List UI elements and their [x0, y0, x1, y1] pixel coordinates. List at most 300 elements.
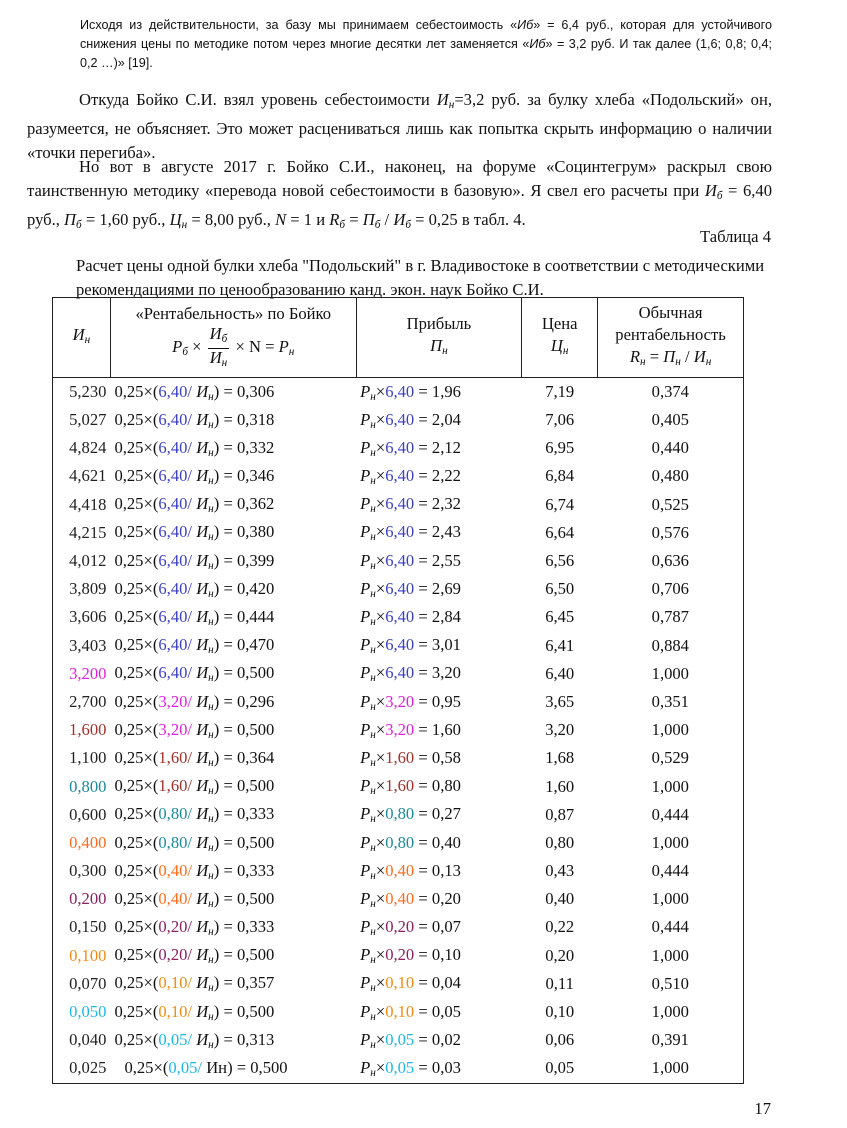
cell-text: 0,884 — [651, 635, 689, 655]
table-row — [53, 632, 744, 660]
header-profit: Прибыль $П_н$ — [356, 298, 522, 378]
cell-text: P — [360, 466, 371, 486]
cell-text: 0,25×( — [114, 578, 159, 598]
cell-text: ) — [213, 1001, 220, 1021]
cell-text: = — [219, 578, 237, 598]
cell-text: P — [360, 860, 371, 880]
cell-text: 0,25×( — [114, 719, 159, 739]
table-row — [53, 462, 744, 490]
cell-text: = — [219, 973, 237, 993]
paragraph-1: Откуда Бойко С.И. взял уровень себестоимости $И_н=3,2$ руб. за булку хлеба «Подольский» он, разумеется, не объясняет. Это может расцениваться лишь как попытка скрыть информацию о наличии «точки перегиба». — [27, 90, 772, 162]
price-cell — [522, 970, 598, 998]
cell-text: × — [375, 691, 386, 711]
cell-text: P — [360, 691, 371, 711]
cell-text: 0,040 — [69, 1030, 107, 1050]
cell-text: И — [196, 437, 209, 457]
cell-text: н — [370, 1066, 376, 1079]
cell-text: P — [360, 522, 371, 542]
cell-text: 0,636 — [651, 551, 689, 571]
boyko-rent-cell — [110, 547, 356, 575]
cell-text: P — [360, 888, 371, 908]
cell-text: 0,20 — [385, 917, 415, 937]
cell-text: 0,500 — [250, 1058, 288, 1078]
ordinary-rent-cell — [598, 1054, 744, 1083]
cell-text: P — [360, 1058, 371, 1077]
cell-text: 3,20 — [545, 720, 575, 740]
cell-text: = — [219, 409, 237, 429]
cell-text: И — [196, 945, 209, 965]
cell-text: 3,606 — [69, 607, 107, 627]
cell-text: = — [414, 1058, 432, 1077]
table-row — [53, 491, 744, 519]
ordinary-rent-cell — [598, 716, 744, 744]
cell-text: 1,000 — [651, 832, 689, 852]
cell-text: 0,25×( — [114, 409, 159, 429]
price-cell — [522, 1054, 598, 1083]
cell-text: / — [187, 578, 197, 598]
cell-text: = — [219, 888, 237, 908]
cell-text: / — [187, 409, 197, 429]
cell-text: = — [219, 522, 237, 542]
cell-text: P — [360, 550, 371, 570]
cell-text: н — [370, 644, 376, 656]
cell-text: 0,25×( — [114, 917, 159, 937]
cell-text: н — [208, 982, 214, 995]
cell-text: = — [219, 860, 237, 880]
cell-text: И — [196, 578, 209, 598]
cell-text: И — [196, 691, 209, 711]
cell-text: × — [375, 747, 386, 767]
cell-text: × — [375, 804, 386, 824]
ordinary-rent-cell — [598, 970, 744, 998]
profit-cell — [356, 632, 522, 660]
cell-text: 6,41 — [545, 635, 575, 655]
cell-text: / — [187, 1001, 197, 1021]
cell-text: 3,20 — [385, 691, 415, 711]
cost-cell — [53, 829, 111, 857]
cell-text: ) — [213, 860, 220, 880]
cell-text: 6,40 — [385, 635, 415, 655]
boyko-rent-cell — [110, 519, 356, 547]
cell-text: = — [414, 747, 432, 767]
cell-text: ) — [213, 888, 220, 908]
cost-cell — [53, 744, 111, 772]
cell-text: × — [375, 409, 386, 429]
cell-text: 1,000 — [651, 1058, 689, 1078]
cell-text: 0,20 — [431, 888, 461, 908]
cell-text: 6,45 — [545, 607, 575, 627]
cell-text: 0,04 — [431, 973, 461, 993]
ordinary-rent-cell — [598, 377, 744, 406]
cell-text: 0,25×( — [114, 804, 159, 824]
cell-text: 3,65 — [545, 691, 575, 711]
cell-text: = — [414, 973, 432, 993]
table-row — [53, 913, 744, 941]
cell-text: 6,40 — [385, 437, 415, 457]
ordinary-rent-cell — [598, 406, 744, 434]
table-row — [53, 688, 744, 716]
cell-text: × — [375, 635, 386, 655]
cell-text: И — [196, 1029, 209, 1049]
cell-text: 0,374 — [651, 381, 689, 401]
price-cell — [522, 829, 598, 857]
cell-text: 3,20 — [385, 719, 415, 739]
cost-cell — [53, 1026, 111, 1054]
cell-text: P — [360, 1001, 371, 1021]
table-row — [53, 603, 744, 631]
cell-text: 6,40 — [385, 381, 415, 401]
ordinary-rent-cell — [598, 688, 744, 716]
cell-text: 6,40 — [385, 409, 415, 429]
cell-text: И — [196, 466, 209, 486]
cost-cell — [53, 406, 111, 434]
cell-text: И — [196, 522, 209, 542]
boyko-rent-cell — [110, 772, 356, 800]
cell-text: 1,000 — [651, 1002, 689, 1022]
cell-text: 1,000 — [651, 889, 689, 909]
cell-text: 0,391 — [651, 1030, 689, 1050]
cell-text: = — [219, 635, 237, 655]
cell-text: н — [370, 982, 376, 995]
cell-text: 2,84 — [431, 607, 461, 626]
boyko-rent-cell — [110, 801, 356, 829]
quoted-passage: Исходя из действительности, за базу мы принимаем себестоимость «Иб» = 6,4 руб., которая для устойчивого снижения цены по методике потом через многие десятки лет заменяется «Иб» = 3,2 руб. И так далее (1,6; 0,8; 0,4; 0,2 …)» [19]. — [80, 18, 773, 70]
cell-text: И — [196, 494, 209, 514]
cell-text: н — [208, 925, 214, 938]
cost-cell — [53, 885, 111, 913]
cell-text: × — [375, 578, 386, 598]
cell-text: 0,40 — [545, 889, 575, 909]
boyko-rent-cell — [110, 434, 356, 462]
table-row — [53, 772, 744, 800]
cell-text: н — [208, 1038, 214, 1051]
cost-cell — [53, 688, 111, 716]
cost-cell — [53, 519, 111, 547]
cell-text: 0,25×( — [114, 550, 159, 570]
header-cost: $И_н$ — [53, 298, 111, 378]
cell-text: = — [219, 804, 237, 824]
cell-text: 0,25×( — [114, 381, 159, 401]
cell-text: 0,05 — [385, 1029, 415, 1049]
cell-text: 0,25×( — [114, 663, 159, 683]
cell-text: 0,500 — [236, 663, 275, 683]
cell-text: = — [414, 522, 432, 542]
cell-text: Ин — [206, 1058, 228, 1078]
cell-text: = — [414, 691, 432, 711]
cell-text: н — [370, 925, 376, 938]
cell-text: 0,500 — [236, 832, 275, 852]
cell-text: P — [360, 917, 371, 937]
cell-text: × — [375, 437, 386, 457]
cell-text: 1,60 — [545, 776, 575, 796]
cell-text: = — [219, 945, 237, 965]
cell-text: = — [414, 888, 432, 908]
cell-text: 4,621 — [69, 466, 107, 486]
cell-text: P — [360, 409, 371, 429]
cell-text: 6,74 — [545, 494, 575, 514]
cell-text: ) — [213, 804, 220, 824]
profit-cell — [356, 716, 522, 744]
cell-text: 0,576 — [651, 522, 689, 542]
cell-text: 0,05 — [431, 1001, 461, 1021]
cell-text: н — [208, 390, 214, 403]
price-cell — [522, 406, 598, 434]
price-cell — [522, 575, 598, 603]
cell-text: 2,04 — [431, 409, 461, 429]
cell-text: = — [219, 917, 237, 937]
boyko-rent-cell — [110, 575, 356, 603]
cell-text: 0,25×( — [114, 437, 159, 457]
cost-cell — [53, 491, 111, 519]
cell-text: = — [219, 691, 237, 711]
cell-text: = — [219, 719, 237, 739]
cell-text: 0,600 — [69, 804, 107, 824]
cell-text: н — [370, 503, 376, 516]
cell-text: P — [360, 832, 371, 852]
cell-text: 1,60 — [385, 747, 415, 767]
cell-text: 0,07 — [431, 917, 461, 937]
boyko-rent-cell — [110, 885, 356, 913]
cell-text: И — [196, 747, 209, 767]
cell-text: × — [375, 719, 386, 739]
cell-text: н — [370, 559, 376, 572]
cell-text: 0,80 — [158, 804, 188, 824]
cell-text: н — [370, 897, 376, 910]
cell-text: ) — [213, 663, 220, 683]
cost-cell — [53, 801, 111, 829]
cell-text: н — [208, 841, 214, 854]
cell-text: = — [232, 1058, 251, 1078]
profit-cell — [356, 857, 522, 885]
cell-text: 0,25×( — [114, 607, 159, 626]
cell-text: ) — [213, 578, 220, 598]
price-cell — [522, 519, 598, 547]
cell-text: И — [196, 860, 209, 880]
profit-cell — [356, 801, 522, 829]
cell-text: 0,150 — [69, 917, 107, 937]
profit-cell — [356, 744, 522, 772]
cell-text: = — [414, 860, 432, 880]
cell-text: 0,500 — [236, 945, 275, 965]
cell-text: 0,40 — [158, 860, 188, 880]
price-cell — [522, 1026, 598, 1054]
cell-text: × — [375, 917, 386, 937]
boyko-rent-cell — [110, 603, 356, 631]
boyko-rent-cell — [110, 688, 356, 716]
paragraph-2: Но вот в августе 2017 г. Бойко С.И., наконец, на форуме «Социнтегрум» раскрыл свою таинственную методику «перевода новой себестоимости в базовую». Я свел его расчеты при $И_б = 6,40$ руб., $П_б = 1,60$ руб., $Ц_н = 8,00$ руб., N = 1 и $R_б = П_б / И_б = 0,25$ в табл. 4. — [27, 157, 772, 231]
cell-text: И — [196, 381, 209, 401]
cell-text: н — [208, 418, 214, 431]
cell-text: 6,40 — [158, 466, 188, 486]
cell-text: 3,403 — [69, 635, 107, 655]
table-row — [53, 377, 744, 406]
cell-text: 5,230 — [69, 381, 107, 401]
cell-text: 0,10 — [158, 1001, 188, 1021]
cell-text: 0,10 — [545, 1002, 575, 1022]
cell-text: н — [370, 813, 376, 826]
cell-text: 0,11 — [545, 973, 574, 993]
price-cell — [522, 857, 598, 885]
cell-text: И — [196, 973, 209, 993]
cell-text: ) — [213, 691, 220, 711]
cell-text: 0,02 — [431, 1029, 461, 1049]
cell-text: н — [370, 700, 376, 713]
cell-text: 6,40 — [385, 494, 415, 514]
cell-text: × — [375, 776, 386, 796]
cell-text: ) — [213, 719, 220, 739]
cell-text: / — [187, 860, 197, 880]
cell-text: 0,346 — [236, 466, 275, 486]
cell-text: 0,480 — [651, 466, 689, 486]
table-row — [53, 575, 744, 603]
cell-text: P — [360, 776, 371, 796]
cell-text: P — [360, 607, 371, 626]
cell-text: 3,200 — [69, 663, 107, 683]
ordinary-rent-cell — [598, 603, 744, 631]
cell-text: 0,420 — [236, 578, 275, 598]
cell-text: 0,80 — [545, 832, 575, 852]
boyko-rent-cell — [110, 406, 356, 434]
cell-text: = — [219, 663, 237, 683]
cell-text: 0,300 — [69, 861, 107, 881]
cell-text: / — [187, 663, 197, 683]
cell-text: × — [375, 1029, 386, 1049]
cell-text: н — [208, 559, 214, 572]
cell-text: н — [370, 1038, 376, 1051]
cell-text: н — [370, 841, 376, 854]
cell-text: = — [414, 578, 432, 598]
cell-text: 0,25×( — [114, 494, 159, 514]
price-cell — [522, 434, 598, 462]
boyko-rent-cell — [110, 913, 356, 941]
cell-text: / — [197, 1058, 207, 1078]
cell-text: 1,96 — [431, 381, 461, 401]
cell-text: 0,13 — [431, 860, 461, 880]
cell-text: P — [360, 973, 371, 993]
cell-text: н — [370, 756, 376, 769]
cell-text: 0,333 — [236, 804, 275, 824]
cell-text: н — [208, 503, 214, 516]
cell-text: 0,399 — [236, 550, 275, 570]
cell-text: н — [370, 1010, 376, 1023]
price-cell — [522, 462, 598, 490]
cell-text: × — [375, 832, 386, 852]
cell-text: P — [360, 635, 371, 655]
cost-cell — [53, 998, 111, 1026]
profit-cell — [356, 462, 522, 490]
profit-cell — [356, 942, 522, 970]
cell-text: 2,69 — [431, 578, 461, 598]
pricing-table — [52, 297, 744, 1084]
cell-text: 3,20 — [158, 719, 188, 739]
cell-text: = — [414, 776, 432, 796]
price-cell — [522, 772, 598, 800]
ordinary-rent-cell — [598, 744, 744, 772]
ordinary-rent-cell — [598, 942, 744, 970]
cell-text: 2,43 — [431, 522, 461, 542]
cell-text: 4,824 — [69, 438, 107, 458]
cell-text: 6,40 — [158, 494, 188, 514]
cell-text: н — [208, 869, 214, 882]
price-cell — [522, 660, 598, 688]
cell-text: ) — [213, 973, 220, 993]
cost-cell — [53, 632, 111, 660]
cell-text: × — [375, 973, 386, 993]
cell-text: 6,64 — [545, 522, 575, 542]
cell-text: 2,12 — [431, 437, 461, 457]
cell-text: н — [370, 672, 376, 685]
cell-text: 0,10 — [385, 973, 415, 993]
table-row — [53, 744, 744, 772]
cell-text: × — [375, 663, 386, 683]
table-row — [53, 406, 744, 434]
cell-text: 6,40 — [385, 466, 415, 486]
cell-text: 2,22 — [431, 466, 461, 486]
cell-text: И — [196, 409, 209, 429]
cell-text: 6,95 — [545, 438, 575, 458]
cell-text: н — [208, 756, 214, 769]
cost-cell — [53, 970, 111, 998]
cell-text: 6,40 — [158, 550, 188, 570]
cell-text: 0,706 — [651, 579, 689, 599]
cell-text: = — [414, 719, 432, 739]
cell-text: 0,40 — [158, 888, 188, 908]
table-row — [53, 547, 744, 575]
cell-text: ) — [213, 381, 220, 401]
cell-text: 0,296 — [236, 691, 275, 711]
cell-text: И — [196, 832, 209, 852]
cell-text: н — [208, 587, 214, 600]
cell-text: × — [375, 381, 386, 401]
cell-text: 6,40 — [385, 607, 415, 626]
profit-cell — [356, 406, 522, 434]
table-row — [53, 1026, 744, 1054]
cell-text: 1,60 — [385, 776, 415, 796]
cell-text: = — [414, 409, 432, 429]
cell-text: 1,100 — [69, 748, 107, 768]
price-cell — [522, 377, 598, 406]
cell-text: 0,05 — [168, 1058, 198, 1078]
cell-text: 0,070 — [69, 973, 107, 993]
boyko-rent-cell — [110, 998, 356, 1026]
cell-text: 0,050 — [69, 1002, 107, 1022]
cell-text: 0,313 — [236, 1029, 275, 1049]
cell-text: 1,60 — [431, 719, 461, 739]
cell-text: 0,318 — [236, 409, 275, 429]
cell-text: P — [360, 494, 371, 514]
cell-text: = — [219, 550, 237, 570]
cell-text: 1,000 — [651, 776, 689, 796]
cell-text: / — [187, 691, 197, 711]
table-row — [53, 885, 744, 913]
cell-text: / — [187, 466, 197, 486]
cell-text: 7,19 — [545, 381, 575, 401]
table-row — [53, 716, 744, 744]
cell-text: ) — [213, 466, 220, 486]
cell-text: 0,100 — [69, 945, 107, 965]
cell-text: 0,500 — [236, 719, 275, 739]
profit-cell — [356, 1054, 522, 1083]
cell-text: = — [219, 1001, 237, 1021]
ordinary-rent-cell — [598, 660, 744, 688]
cost-cell — [53, 575, 111, 603]
cell-text: = — [219, 381, 237, 401]
price-cell — [522, 688, 598, 716]
cell-text: 0,25×( — [114, 888, 159, 908]
ordinary-rent-cell — [598, 998, 744, 1026]
cell-text: н — [370, 869, 376, 882]
cell-text: н — [370, 954, 376, 967]
